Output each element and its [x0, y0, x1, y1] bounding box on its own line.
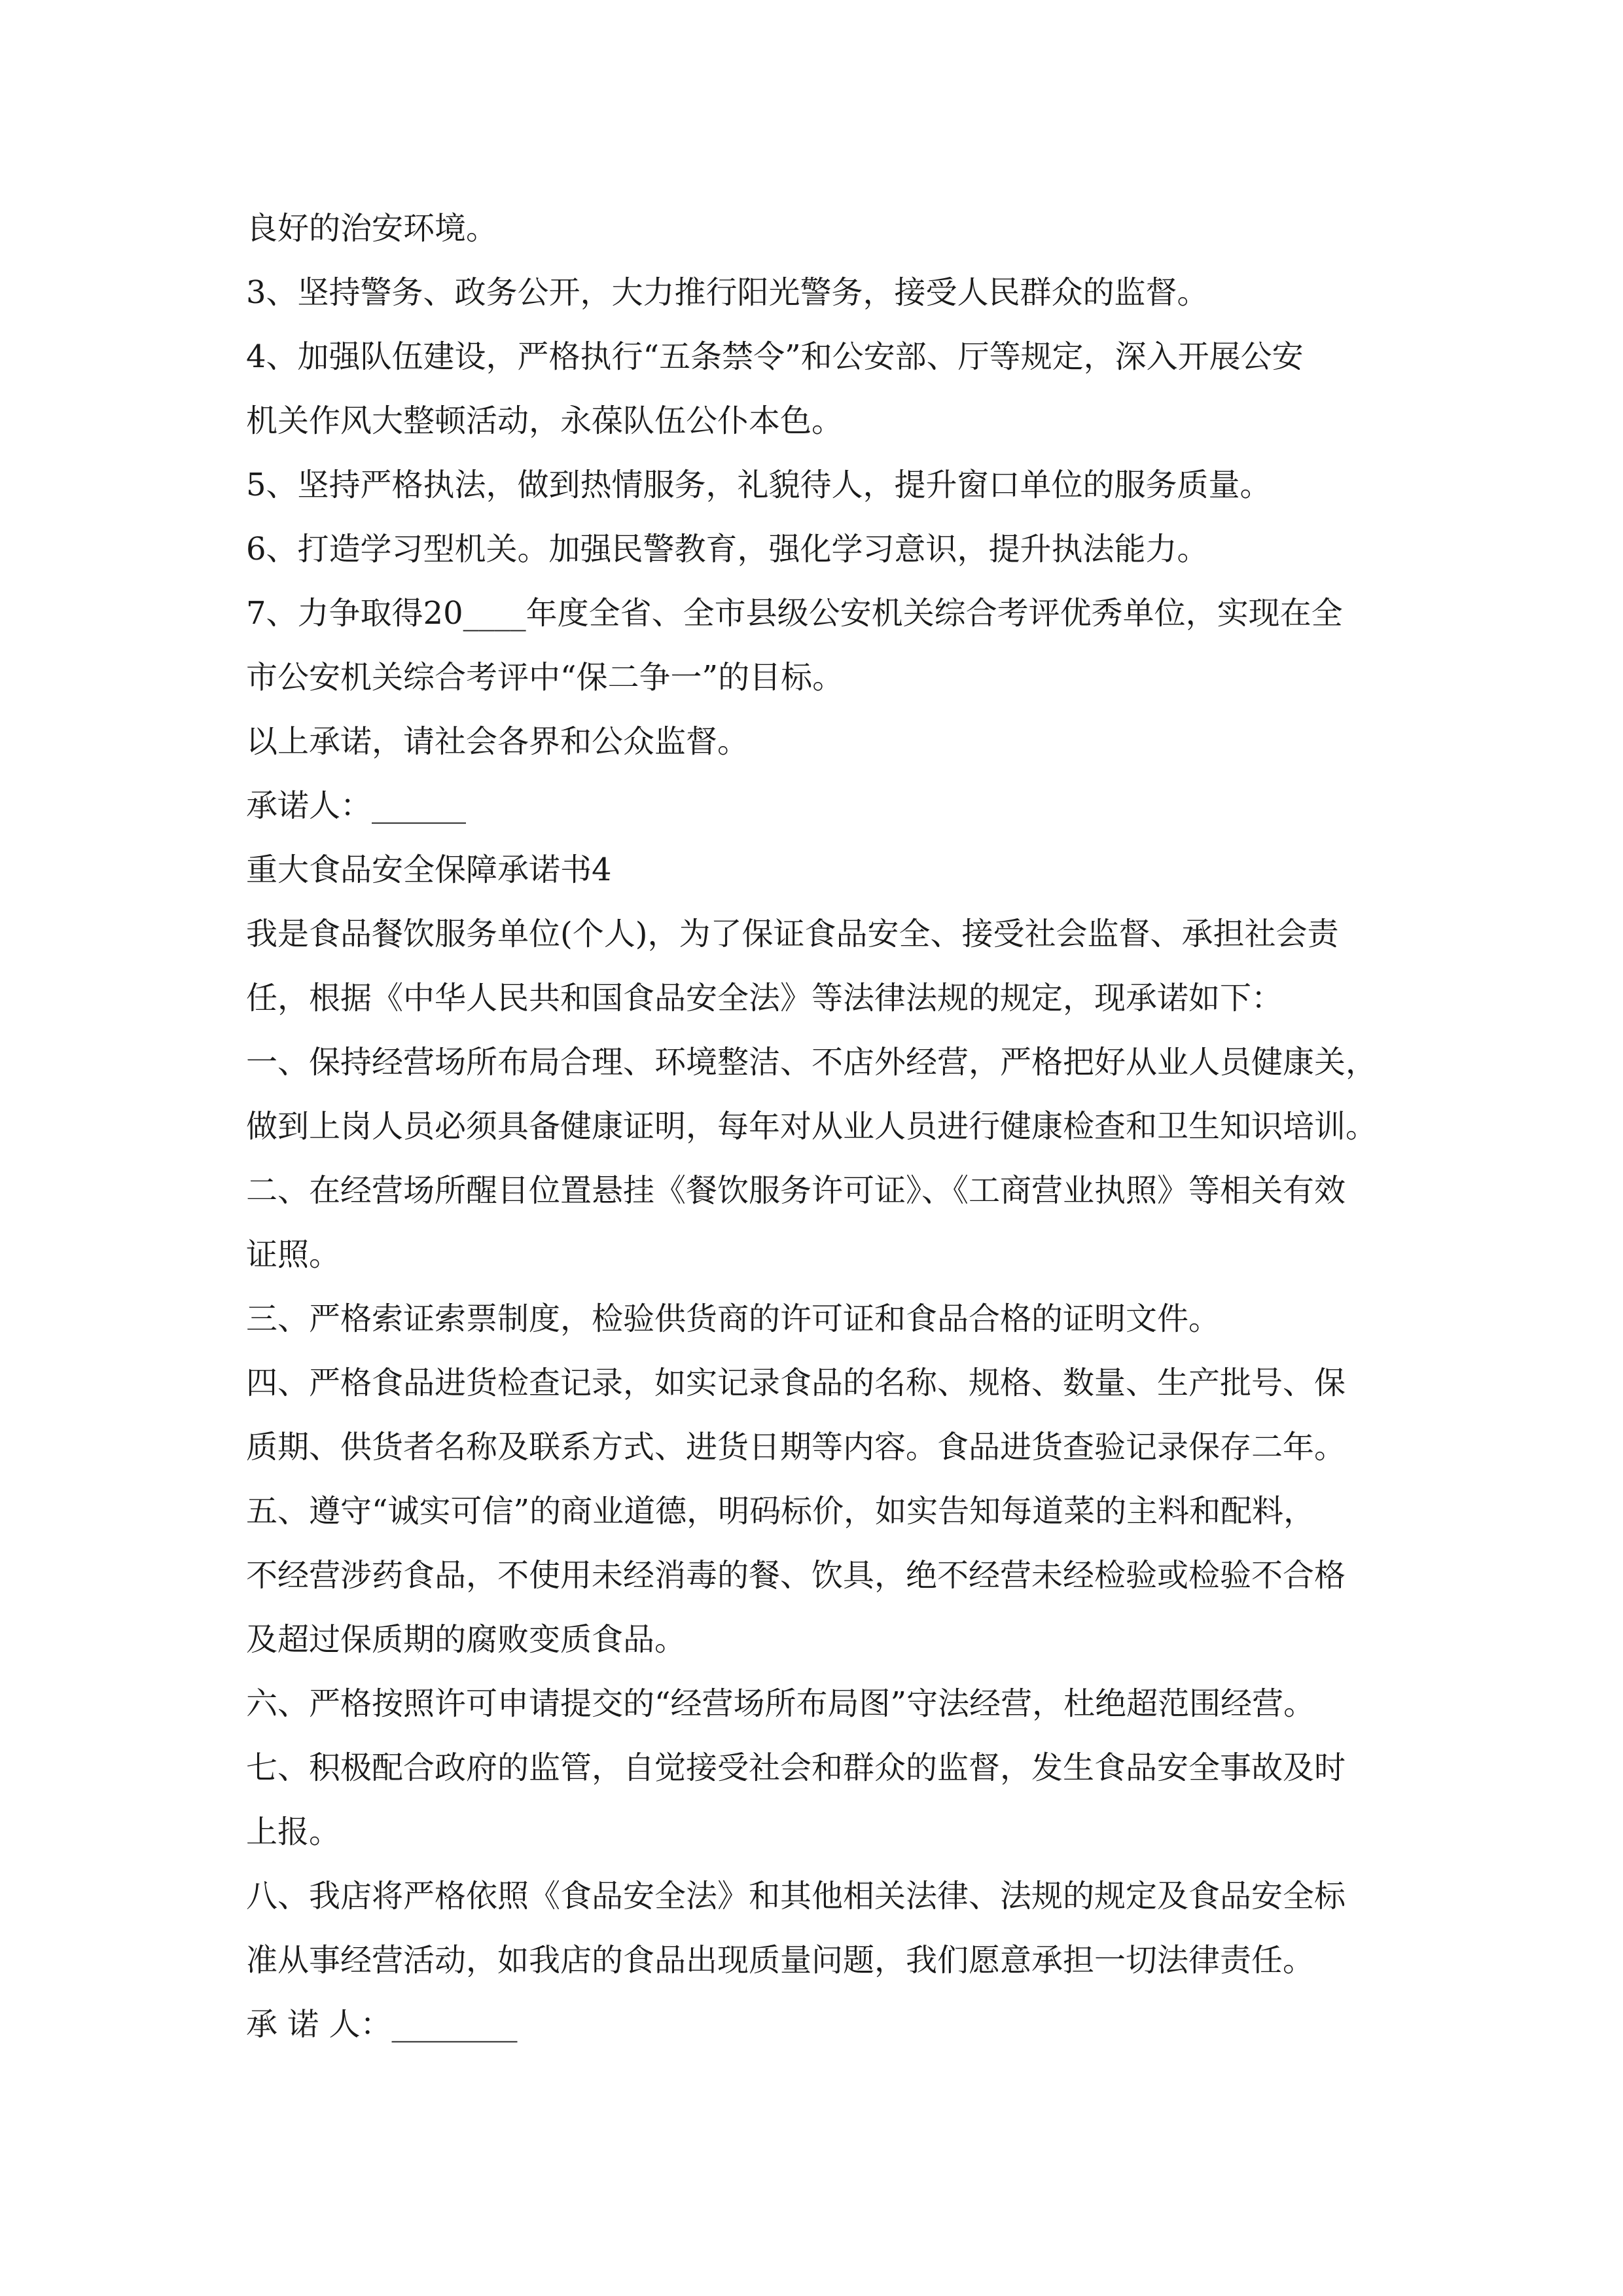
text-line: 3、坚持警务、政务公开，大力推行阳光警务，接受人民群众的监督。 — [246, 274, 1209, 311]
text-line: 5、坚持严格执法，做到热情服务，礼貌待人，提升窗口单位的服务质量。 — [246, 467, 1272, 503]
text-line: 6、打造学习型机关。加强民警教育，强化学习意识，提升执法能力。 — [246, 531, 1209, 567]
text-line: 做到上岗人员必须具备健康证明，每年对从业人员进行健康检查和卫生知识培训。 — [246, 1108, 1378, 1145]
text-line: 三、严格索证索票制度，检验供货商的许可证和食品合格的证明文件。 — [246, 1300, 1221, 1337]
text-line: 机关作风大整顿活动，永葆队伍公仆本色。 — [246, 403, 844, 439]
text-line: 良好的治安环境。 — [246, 210, 498, 247]
text-line: 任，根据《中华人民共和国食品安全法》等法律法规的规定，现承诺如下： — [246, 980, 1283, 1016]
text-line: 二、在经营场所醒目位置悬挂《餐饮服务许可证》、《工商营业执照》等相关有效 — [246, 1172, 1346, 1209]
signature-line: 承 诺 人：________ — [246, 2006, 518, 2043]
text-line: 不经营涉药食品，不使用未经消毒的餐、饮具，绝不经营未经检验或检验不合格 — [246, 1557, 1346, 1594]
text-line: 七、积极配合政府的监管，自觉接受社会和群众的监督，发生食品安全事故及时 — [246, 1749, 1346, 1786]
text-line: 及超过保质期的腐败变质食品。 — [246, 1621, 687, 1658]
text-line: 以上承诺，请社会各界和公众监督。 — [246, 723, 749, 760]
text-line: 证照。 — [246, 1236, 341, 1273]
text-line: 4、加强队伍建设，严格执行“五条禁令”和公安部、厅等规定，深入开展公安 — [246, 338, 1304, 375]
text-line: 我是食品餐饮服务单位(个人)，为了保证食品安全、接受社会监督、承担社会责 — [246, 916, 1339, 952]
section-title: 重大食品安全保障承诺书4 — [246, 852, 612, 888]
text-line: 准从事经营活动，如我店的食品出现质量问题，我们愿意承担一切法律责任。 — [246, 1942, 1315, 1979]
text-line: 六、严格按照许可申请提交的“经营场所布局图”守法经营，杜绝超范围经营。 — [246, 1685, 1315, 1722]
text-line: 八、我店将严格依照《食品安全法》和其他相关法律、法规的规定及食品安全标 — [246, 1878, 1346, 1914]
text-line: 上报。 — [246, 1814, 341, 1850]
signature-line: 承诺人：______ — [246, 787, 467, 824]
text-line: 市公安机关综合考评中“保二争一”的目标。 — [246, 659, 844, 696]
text-line: 五、遵守“诚实可信”的商业道德，明码标价，如实告知每道菜的主料和配料， — [246, 1493, 1315, 1530]
document-body — [246, 196, 1385, 2056]
text-line: 四、严格食品进货检查记录，如实记录食品的名称、规格、数量、生产批号、保 — [246, 1365, 1346, 1401]
text-line: 7、力争取得20____年度全省、全市县级公安机关综合考评优秀单位，实现在全 — [246, 595, 1343, 632]
text-line: 一、保持经营场所布局合理、环境整洁、不店外经营，严格把好从业人员健康关， — [246, 1044, 1378, 1081]
text-line: 质期、供货者名称及联系方式、进货日期等内容。食品进货查验记录保存二年。 — [246, 1429, 1346, 1465]
